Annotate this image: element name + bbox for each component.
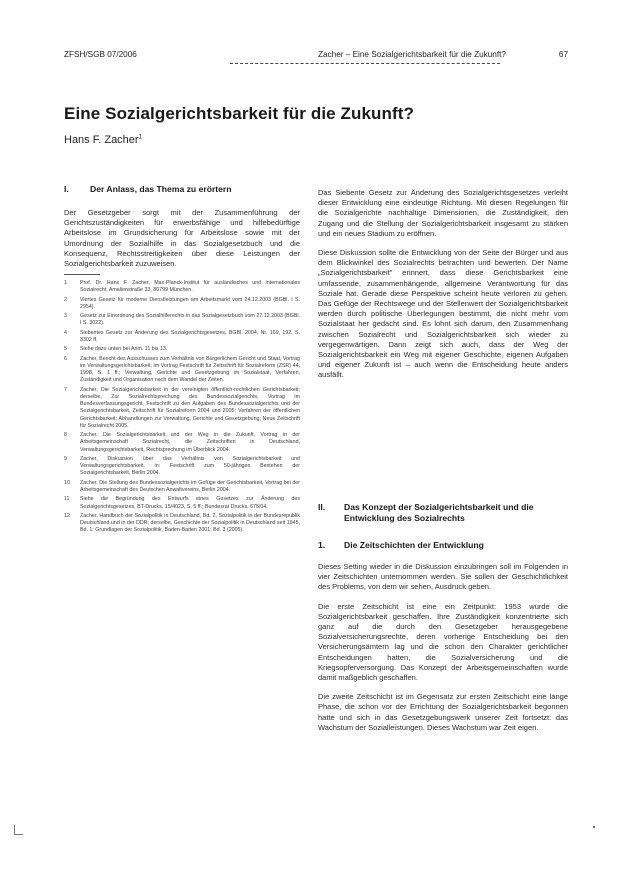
footnote-number: 12 [64, 512, 70, 519]
footnote-text: Gesetz zur Einordnung des Sozialhilferechts in das Sozialgesetzbuch vom 27.12.2003 (BGBl. I S. 3022). [80, 313, 300, 327]
page-number: 67 [558, 50, 568, 59]
section-1-title: Der Anlass, das Thema zu erörtern [90, 184, 232, 194]
footnote-text: Siebentes Gesetz zur Änderung des Sozialgerichtsgesetzes, BGBl. 2004, Nr. 169, 192, S. 3302 ff. [80, 329, 300, 343]
footnote-text: Zacher, Die Stellung des Bundessozialgerichts im Gefüge der Gerichtsbarkeit, Vortrag bei der Arbeitsgemeinschaft des Deutschen Anwaltvereins, Berlin 2004. [80, 479, 300, 493]
footnote-number: 5 [64, 346, 67, 353]
footnote-item [64, 297, 300, 311]
footnote-item [64, 313, 300, 327]
section-2-heading [318, 502, 568, 524]
left-column-body [64, 208, 300, 278]
footnote-separator [64, 274, 100, 275]
footnote-number: 2 [64, 296, 67, 303]
footnote-number: 8 [64, 432, 67, 439]
running-header-journal: ZFSH/SGB 07/2006 [64, 50, 137, 59]
right-paragraph-1: Das Siebente Gesetz zur Änderung des Sozialgerichtsgesetzes verleiht dieser Entwicklung eine eindeutige Richtung. Mit diesen Regelungen für die Sozialgerichte nachhaltige Dimensionen, die Zuständigkeit, den Zugang und die Stellung der Sozialgerichtsbarkeit insgesamt zu stärken und ein neues Stadium zu eröffnen. [318, 188, 568, 238]
author-footnote-mark: 1 [138, 134, 142, 141]
right-column-body-bottom [318, 562, 568, 742]
article-author [64, 134, 142, 146]
footnote-item [64, 456, 300, 478]
scan-speck [593, 826, 595, 828]
left-paragraph-1: Der Gesetzgeber sorgt mit der Zusammenführung der Gerichtszuständigkeiten für erwerbsfähige und hilfebedürftige Arbeitslose im Grundsicherung für Arbeitslose sowie mit der Umordnung der Sozialhilfe in das Sozialgesetzbuch und die Konsequenz, Rechtsstreitigkeiten über diese Leistungen der Sozialgerichtsbarkeit zuzuweisen. [64, 208, 300, 269]
footnote-item [64, 496, 300, 510]
footnote-item [64, 346, 300, 353]
right-paragraph-2: Diese Diskussion sollte die Entwicklung von der Seite der Bürger und aus dem Blickwinkel des Sozialrechts betrachten und bewerten. Der Name „Sozialgerichtsbarkeit" erinnert, dass diese Gerichtsbarkeit eine umfassende, zusammenhängende, allgemeine Verantwortung für das Soziale hat. Gerade diese Perspektive scheint heute verloren zu gehen. Das Gefüge der Rechtswege und der Stellenwert der Sozialgerichtsbarkeit werden durch politische Überlegungen bestimmt, die nicht mehr vom Sozialstaat her gedacht sind. Es lohnt sich darum, den Zusammenhang zwischen Sozialrecht und Sozialgerichtsbarkeit sich wieder zu vergegenwärtigen. Dann zeigt sich auch, dass der Weg der Sozialgerichtsbarkeit ein Weg mit eigener Geschichte, eigenen Aufgaben und eigener Zukunft ist – auch wenn die Entscheidung heute anders ausfällt. [318, 248, 568, 380]
section-2-title: Das Konzept der Sozialgerichtsbarkeit und die Entwicklung des Sozialrechts [344, 502, 534, 523]
footnote-item [64, 480, 300, 494]
section-2-1-heading [318, 540, 484, 550]
footnote-text: Zacher, Handbuch der Sozialpolitik in Deutschland, Bd. 2, Sozialpolitik in der Bundesrepublik Deutschland und in der DDR; derselbe, Geschichte der Sozialpolitik in Deutschland seit 1945, Bd. 1: Grundlagen der Sozialpolitik, Baden-Baden 2001; Bd. 3 (2005). [80, 512, 300, 534]
footnote-text: Zacher, Die Sozialgerichtsbarkeit in der vereinigten öffentlich-rechtlichen Gerichtsbarkeit; derselbe, Zur Sozialrechtsprechung des Bundessozialgerichts, Vortrag im Bundesverfassungsgericht, Festschrift zu den Aufgaben des Bundessozialgerichts und der Sozialgerichtsbarkeit, Zeitschrift für Sozialreform 2004 und 2005; Verfahren der öffentlichen Gerichtsbarkeit; Abhandlungen zur Verwaltung, Gerichte und Gesetzgebung; Neue Zeitschrift für Sozialrecht 2005. [80, 386, 300, 429]
footnote-number: 9 [64, 455, 67, 462]
section-2-1-number: 1. [318, 540, 326, 550]
footnote-item [64, 330, 300, 344]
footnote-text: Zacher, Die Sozialgerichtsbarkeit und der Weg in die Zukunft, Vortrag in der Arbeitsgemeinschaft Sozialrecht, die Zeitschriften in Deutschland, Verwaltungsgerichtsbarkeit, Rechtsprechung im Überblick 2004. [80, 432, 300, 453]
footnote-text: Zacher, Bericht des Ausschusses zum Verhältnis von Bürgerlichem Gericht und Staat, Vortrag im Verwaltungsgerichtsbarkeit, im Vortrag Festschrift für Zeitschrift für Sozialreform (ZSR) 44, 1998, S. 1 ff.; Verwaltung, Gerichte und Gesetzgebung im Sozialstaat, Verfahren, Zuständigkeit und Organisation nach dem Wandel der Zeiten. [80, 355, 300, 384]
article-title: Eine Sozialgerichtsbarkeit für die Zukunft? [64, 104, 415, 123]
footnote-number: 6 [64, 355, 67, 362]
header-rule [230, 63, 500, 64]
footnote-text: Siehe dazu unten bei Anm. 11 bis 13. [80, 346, 168, 353]
footnote-item [64, 387, 300, 430]
section-2-1-title: Die Zeitschichten der Entwicklung [344, 540, 484, 550]
footnote-item [64, 356, 300, 385]
section-2-number: II. [318, 502, 326, 512]
right-paragraph-5: Die zweite Zeitschicht ist im Gegensatz zur ersten Zeitschicht eine lange Phase, die schon vor der Errichtung der Sozialgerichtsbarkeit begonnen hatte und sich in das Gesetzgebungswerk unserer Zeit fortsetzt: das Wachstum der Sozialleistungen. Dieses Wachstum war Zeit eigen. [318, 692, 568, 732]
right-column-body-top [318, 188, 568, 390]
footnote-item [64, 432, 300, 454]
running-header-title: Zacher – Eine Sozialgerichtsbarkeit für die Zukunft? [318, 50, 506, 59]
running-header-right [318, 50, 568, 59]
footnote-list [64, 280, 300, 537]
footnote-number: 4 [64, 329, 67, 336]
footnote-number: 7 [64, 386, 67, 393]
footnote-item [64, 513, 300, 535]
footnote-text: Siehe die Begründung des Entwurfs eines Gesetzes zur Änderung des Sozialgerichtsgesetzes, BT-Drucks. 15/4023, S. 5 ff.; Bundesrat Drucks. 675/04. [80, 496, 300, 510]
crop-mark [14, 825, 23, 835]
footnote-number: 1 [64, 280, 67, 286]
footnote-text: Prof. Dr. Hans F. Zacher, Max-Planck-Institut für ausländisches und internationales Sozialrecht, Amalienstraße 33, 80799 München. [80, 280, 300, 294]
footnote-text: Zacher, Diskussion über das Verhältnis von Sozialgerichtsbarkeit und Verwaltungsgerichtsbarkeit, in: Festschrift zum 50-jährigen Bestehen der Sozialgerichtsbarkeit, Berlin 2004. [80, 455, 300, 477]
section-1-number: I. [64, 184, 69, 194]
footnote-number: 10 [64, 479, 70, 486]
right-paragraph-4: Die erste Zeitschicht ist eine ein Zeitpunkt: 1953 wurde die Sozialgerichtsbarkeit geschaffen. Ihre Zuständigkeit konzentrierte sich ganz auf die durch den Gesetzgeber herausgegebene Sozialversicherungsrechte, deren vorherige Entscheidung bei den Versicherungsämtern lag und die schon den Charakter gerichtlicher Entscheidungen hatten, die Sozialversicherung und die Kriegsopferversorgung. Das Konzept der Arbeitsgemeinschaften wurde damit maßgeblich geschaffen. [318, 601, 568, 683]
author-name: Hans F. Zacher [64, 134, 139, 146]
footnote-item [64, 280, 300, 294]
footnote-number: 11 [64, 496, 70, 503]
footnote-text: Viertes Gesetz für moderne Dienstleistungen am Arbeitsmarkt vom 24.12.2003 (BGBl. I S. 2954). [80, 296, 300, 310]
section-1-heading [64, 184, 232, 194]
right-paragraph-3: Dieses Setting wieder in die Diskussion einzubringen soll im Folgenden in vier Zeitschichten unternommen werden. Sie sollen der Geschichtlichkeit des Problems, von dem wir sehen, Ausdruck geben. [318, 562, 568, 592]
footnote-number: 3 [64, 313, 67, 320]
